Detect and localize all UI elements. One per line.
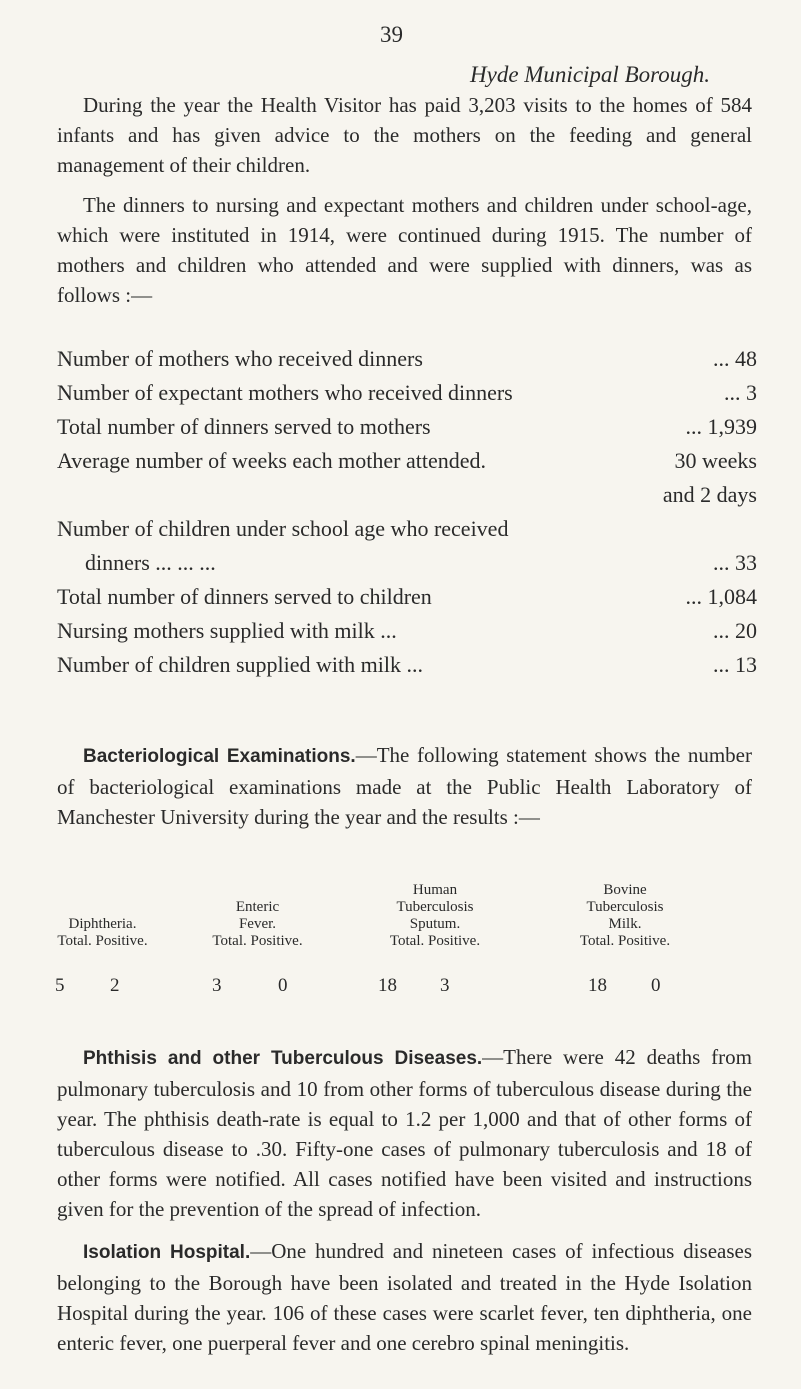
col-header-line1 bbox=[30, 882, 175, 899]
stat-value: ... 1,939 bbox=[685, 414, 757, 439]
stat-value: ... 13 bbox=[713, 652, 757, 677]
col-header-line1: Human bbox=[412, 882, 458, 898]
col-header-line3: Sputum. bbox=[409, 916, 461, 932]
running-head: Hyde Municipal Borough. bbox=[470, 62, 710, 87]
diphtheria-positive: 2 bbox=[110, 975, 120, 996]
col-header-line2: Enteric bbox=[235, 899, 280, 915]
stat-value: ... 20 bbox=[713, 618, 757, 643]
stat-value: ... 3 bbox=[724, 380, 757, 405]
stat-row bbox=[57, 376, 757, 410]
col-subheader: Total. Positive. bbox=[212, 933, 303, 949]
stat-row bbox=[57, 648, 757, 682]
paragraph-phthisis bbox=[57, 1042, 752, 1224]
stat-value: ... 33 bbox=[713, 550, 757, 575]
stat-label: Average number of weeks each mother attended. bbox=[57, 448, 487, 473]
stat-row bbox=[57, 580, 757, 614]
section-heading-phthisis: Phthisis and other Tuberculous Diseases. bbox=[83, 1048, 483, 1069]
stat-row bbox=[57, 444, 757, 478]
stat-row bbox=[57, 512, 757, 546]
section-text-phthisis: —There were 42 deaths from pulmonary tuberculosis and 10 from other forms of tuberculous disease during the year. The phthisis death-rate is equal to 1.2 per 1,000 and that of other forms of tuberculous disease to .30. Fifty-one cases of pulmonary tuberculosis and 18 of other forms were notified. All cases notified have been visited and instructions given for the prevention of the spread of infection. bbox=[57, 1045, 752, 1221]
stat-label: Nursing mothers supplied with milk ... bbox=[57, 618, 397, 643]
col-subheader: Total. Positive. bbox=[579, 933, 671, 949]
section-heading-isolation: Isolation Hospital. bbox=[83, 1242, 251, 1263]
col-header-line3: Diphtheria. bbox=[68, 916, 137, 932]
stat-label: Number of mothers who received dinners bbox=[57, 346, 423, 371]
stat-label: Number of children under school age who received bbox=[57, 516, 509, 541]
stat-value: ... 1,084 bbox=[685, 584, 757, 609]
dinners-statistics bbox=[57, 342, 757, 682]
diphtheria-total: 5 bbox=[55, 975, 65, 996]
col-header-line2 bbox=[30, 899, 175, 916]
enteric-total: 3 bbox=[212, 975, 222, 996]
stat-label: Total number of dinners served to children bbox=[57, 584, 432, 609]
stat-label: Number of children supplied with milk ... bbox=[57, 652, 423, 677]
stat-value: 30 weeks bbox=[674, 448, 757, 473]
col-header-line1 bbox=[175, 882, 340, 899]
bacteriological-results-table bbox=[30, 882, 720, 950]
col-subheader: Total. Positive. bbox=[389, 933, 481, 949]
paragraph-dinners: The dinners to nursing and expectant mothers and children under school-age, which were instituted in 1914, were continued during 1915. The number of mothers and children who attended and were supplied with dinners, was as follows :— bbox=[57, 193, 752, 307]
milk-positive: 0 bbox=[651, 975, 661, 996]
stat-row bbox=[57, 614, 757, 648]
stat-row bbox=[57, 478, 757, 512]
section-text-isolation: —One hundred and nineteen cases of infectious diseases belonging to the Borough have been isolated and treated in the Hyde Isolation Hospital during the year. 106 of these cases were scarlet fever, ten diphtheria, one enteric fever, one puerperal fever and one cerebro spinal meningitis. bbox=[57, 1239, 752, 1355]
stat-label: Total number of dinners served to mothers bbox=[57, 414, 431, 439]
stat-row bbox=[57, 410, 757, 444]
sputum-positive: 3 bbox=[440, 975, 450, 996]
col-header-line3: Milk. bbox=[608, 916, 642, 932]
stat-value: ... 48 bbox=[713, 346, 757, 371]
section-heading-bacteriological: Bacteriological Examinations. bbox=[83, 746, 356, 767]
enteric-positive: 0 bbox=[278, 975, 288, 996]
col-header-line3: Fever. bbox=[238, 916, 277, 932]
stat-label: Number of expectant mothers who received dinners bbox=[57, 380, 513, 405]
stat-label: dinners ... ... ... bbox=[85, 550, 216, 575]
col-header-line2: Tuberculosis bbox=[586, 899, 664, 915]
sputum-total: 18 bbox=[378, 975, 397, 996]
col-header-line2: Tuberculosis bbox=[396, 899, 474, 915]
page-number: 39 bbox=[380, 22, 403, 47]
col-subheader: Total. Positive. bbox=[57, 933, 148, 949]
milk-total: 18 bbox=[588, 975, 607, 996]
paragraph-isolation bbox=[57, 1236, 752, 1358]
stat-value: and 2 days bbox=[662, 482, 757, 507]
col-header-line1: Bovine bbox=[603, 882, 647, 898]
stat-row bbox=[57, 546, 757, 580]
paragraph-health-visitor: During the year the Health Visitor has paid 3,203 visits to the homes of 584 infants and has given advice to the mothers on the feeding and general management of their children. bbox=[57, 93, 752, 177]
paragraph-bacteriological bbox=[57, 740, 752, 832]
section-text-bacteriological: —The following statement shows the number of bacteriological examinations made at the Public Health Laboratory of Manchester University during the year and the results :— bbox=[57, 743, 752, 829]
stat-row bbox=[57, 342, 757, 376]
